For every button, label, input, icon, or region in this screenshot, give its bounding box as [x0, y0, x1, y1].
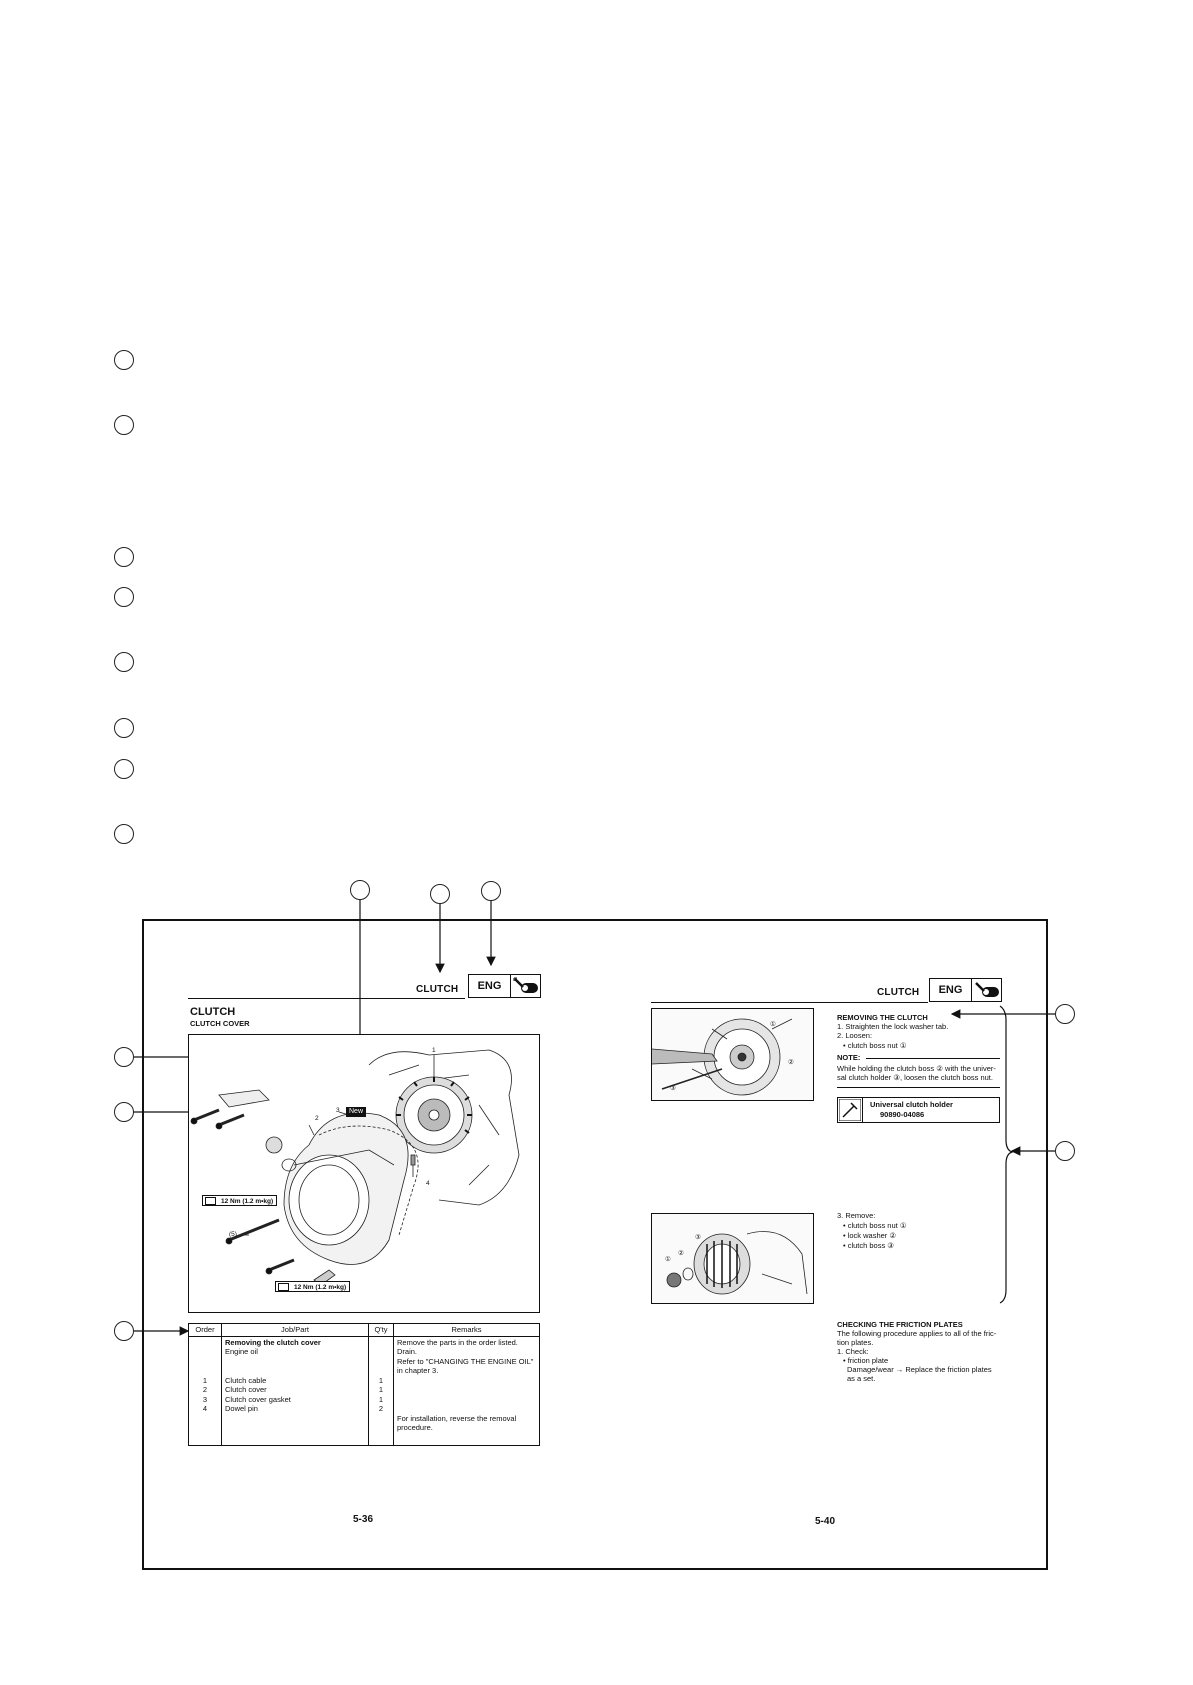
photo1-callout-3: ③	[670, 1085, 676, 1092]
page2-eng-badge	[929, 978, 1002, 1002]
checking-heading: CHECKING THE FRICTION PLATES	[837, 1320, 963, 1329]
clutch-photo-illustration	[652, 1009, 813, 1100]
col-order: Order	[189, 1324, 222, 1337]
photo-loosening-clutch-nut	[651, 1008, 814, 1101]
remove-step-3: 3. Remove:	[837, 1211, 876, 1220]
tool-divider	[862, 1098, 863, 1122]
tool-number: 90890-04086	[880, 1110, 925, 1119]
photo1-callout-2: ②	[788, 1059, 794, 1066]
checking-line-6: as a set.	[847, 1374, 876, 1383]
checking-line-2: tion plates.	[837, 1338, 874, 1347]
removing-step-2a: • clutch boss nut ①	[843, 1041, 907, 1050]
diagram-callout-4: 4	[426, 1180, 430, 1187]
special-tool-box	[837, 1097, 1000, 1123]
torque-wrench-icon	[205, 1197, 216, 1205]
page1-section-title: CLUTCH	[416, 984, 459, 995]
page1-subheading: CLUTCH COVER	[190, 1019, 250, 1028]
table-row	[189, 1336, 540, 1445]
photo2-callout-2: ②	[678, 1250, 684, 1257]
checking-line-4: • friction plate	[843, 1356, 889, 1365]
page2-number: 5-40	[815, 1516, 836, 1527]
eng-badge-label: ENG	[930, 979, 972, 1001]
remove-item-2: • lock washer ②	[843, 1231, 897, 1240]
torque-spec-bottom-value: 12 Nm (1.2 m•kg)	[294, 1284, 347, 1291]
note-label: NOTE:	[837, 1053, 861, 1062]
remove-item-3: • clutch boss ③	[843, 1241, 895, 1250]
col-qty: Q'ty	[369, 1324, 394, 1337]
page1-eng-badge	[468, 974, 541, 998]
diagram-callout-1: 1	[432, 1047, 436, 1054]
diagram-callout-5: (5)	[229, 1231, 237, 1238]
col-job-part: Job/Part	[222, 1324, 369, 1337]
tool-name: Universal clutch holder	[870, 1100, 953, 1109]
page1-header-rule	[188, 998, 465, 999]
exploded-diagram	[188, 1034, 540, 1313]
special-tool-icon	[839, 1099, 861, 1121]
engine-wrench-icon	[974, 981, 1001, 999]
table-header-row	[189, 1324, 540, 1337]
torque-spec-top-value: 12 Nm (1.2 m•kg)	[221, 1198, 274, 1205]
checking-line-3: 1. Check:	[837, 1347, 869, 1356]
diagram-callout-3: 3	[336, 1107, 340, 1114]
qty-cell: 1 1 1 2	[369, 1336, 394, 1445]
parts-table	[188, 1323, 540, 1446]
engine-wrench-icon	[513, 977, 540, 995]
note-line-1: While holding the clutch boss ② with the univer-	[837, 1064, 996, 1073]
photo2-callout-1: ①	[665, 1256, 671, 1263]
photo1-callout-1: ①	[770, 1021, 776, 1028]
page2-header-rule	[651, 1002, 928, 1003]
checking-line-1: The following procedure applies to all of the fric-	[837, 1329, 997, 1338]
col-remarks: Remarks	[394, 1324, 540, 1337]
remarks-cell: Remove the parts in the order listed. Drain. Refer to "CHANGING THE ENGINE OIL" in chapter 3. For installation, reverse the removal procedure.	[394, 1336, 540, 1445]
job-title: Removing the clutch cover	[225, 1337, 321, 1347]
photo-removing-clutch-boss	[651, 1213, 814, 1304]
removing-step-2: 2. Loosen:	[837, 1031, 873, 1040]
new-part-badge: New	[346, 1107, 366, 1117]
clutch-cover-diagram	[189, 1035, 539, 1312]
note-rule-top	[866, 1058, 1000, 1059]
removing-step-1: 1. Straighten the lock washer tab.	[837, 1022, 949, 1031]
removing-clutch-heading: REMOVING THE CLUTCH	[837, 1013, 928, 1022]
order-cell: 1 2 3 4	[189, 1336, 222, 1445]
note-line-2: sal clutch holder ③, loosen the clutch boss nut.	[837, 1073, 993, 1082]
part-cell: Removing the clutch cover Engine oil Clutch cable Clutch cover Clutch cover gasket Dowel pin	[222, 1336, 369, 1445]
torque-spec-bottom	[275, 1281, 350, 1292]
page1-number: 5-36	[353, 1514, 374, 1525]
diagram-callout-2: 2	[315, 1115, 319, 1122]
checking-line-5: Damage/wear → Replace the friction plates	[847, 1365, 992, 1374]
photo2-callout-3: ③	[695, 1234, 701, 1241]
torque-spec-top	[202, 1195, 277, 1206]
clutch-boss-photo-illustration	[652, 1214, 813, 1303]
note-rule-bottom	[837, 1087, 1000, 1088]
eng-badge-label: ENG	[469, 975, 511, 997]
torque-wrench-icon	[278, 1283, 289, 1291]
page1-heading: CLUTCH	[190, 1006, 236, 1018]
remove-item-1: • clutch boss nut ①	[843, 1221, 907, 1230]
page2-section-title: CLUTCH	[877, 987, 920, 998]
